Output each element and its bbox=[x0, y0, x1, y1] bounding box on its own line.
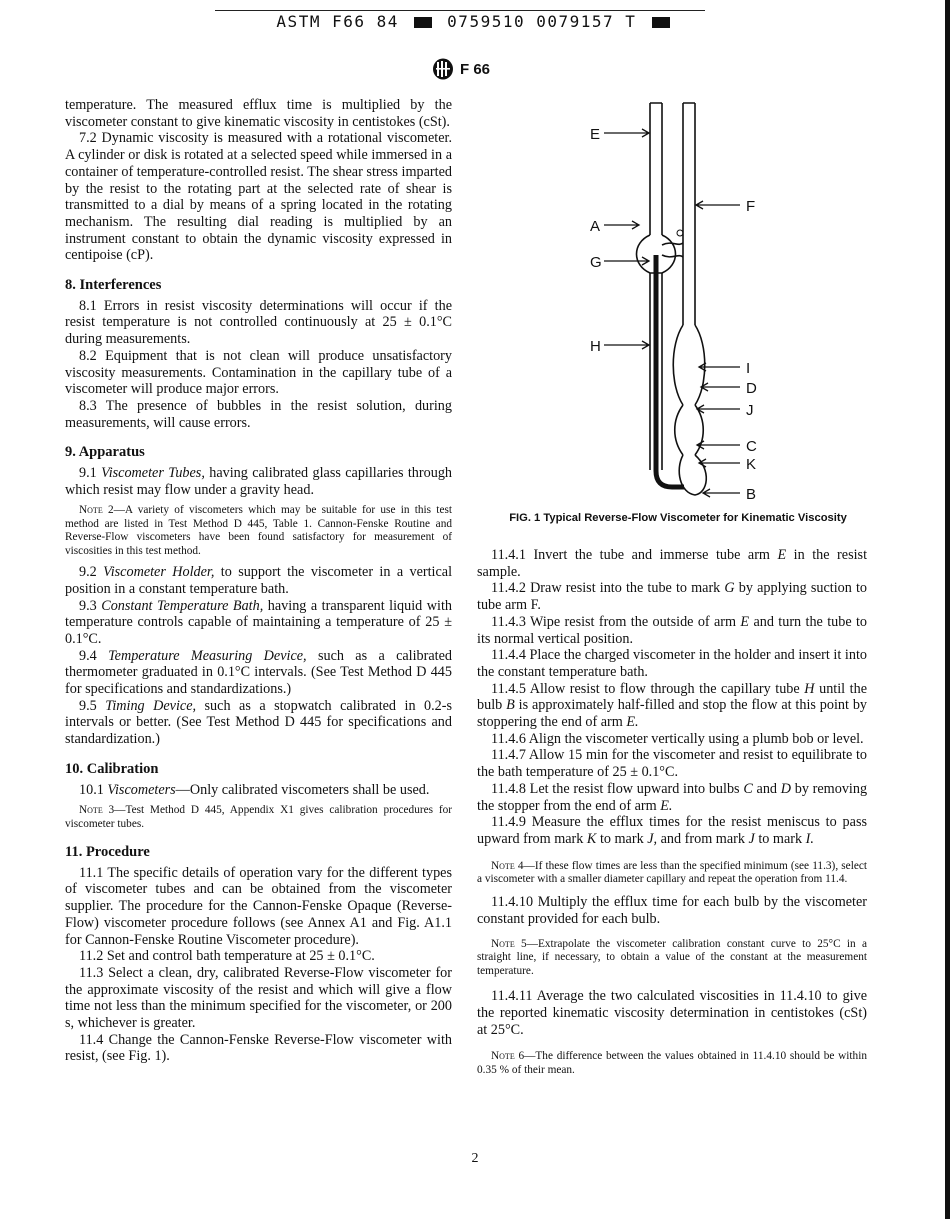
step-11-4-7: 11.4.7 Allow 15 min for the viscometer and resist to equilibrate to the bath temperature of 25 ± 0.1°C. bbox=[477, 747, 867, 781]
left-column bbox=[65, 97, 452, 1065]
figure-label-j: J bbox=[746, 402, 754, 419]
document-id: F 66 bbox=[460, 60, 491, 78]
page-number: 2 bbox=[471, 1151, 479, 1166]
note-5: Note 5—Extrapolate the viscometer calibration constant curve to 25°C in a straight line, if necessary, to obtain a value of the constant at the measurement temperature. bbox=[477, 937, 867, 977]
figure-label-c: C bbox=[746, 438, 757, 455]
step-11-4-3: 11.4.3 Wipe resist from the outside of arm E and turn the tube to its normal vertical position. bbox=[477, 613, 868, 647]
right-column bbox=[477, 547, 867, 1083]
paragraph-9-3: 9.3 Constant Temperature Bath, having a transparent liquid with temperature controls capable of maintaining a temperature of 25 ± 0.1°C. bbox=[65, 597, 452, 647]
step-11-4-6: 11.4.6 Align the viscometer vertically using a plumb bob or level. bbox=[491, 730, 864, 747]
step-11-4-9: 11.4.9 Measure the efflux times for the resist meniscus to pass upward from mark K to mark J, and from mark J to mark I. bbox=[477, 814, 867, 847]
step-11-4-11: 11.4.11 Average the two calculated viscosities in 11.4.10 to give the reported kinematic viscosity determination in centistokes (cSt) at 25°C. bbox=[477, 988, 867, 1038]
note-3: Note 3—Test Method D 445, Appendix X1 gives calibration procedures for viscometer tubes. bbox=[65, 804, 453, 830]
paragraph-11-4: 11.4 Change the Cannon-Fenske Reverse-Flow viscometer with resist, (see Fig. 1). bbox=[65, 1031, 452, 1065]
figure-label-g: G bbox=[590, 254, 602, 271]
section-heading: 10. Calibration bbox=[65, 760, 159, 777]
paragraph-9-1: 9.1 Viscometer Tubes, having calibrated glass capillaries through which resist may flow under a gravity head. bbox=[65, 465, 453, 498]
bulb-c bbox=[675, 405, 704, 455]
section-heading: 11. Procedure bbox=[65, 844, 150, 861]
step-11-4-2: 11.4.2 Draw resist into the tube to mark G by applying suction to tube arm F. bbox=[477, 580, 868, 614]
paragraph-9-5: 9.5 Timing Device, such as a stopwatch calibrated in 0.2-s intervals or better. (See Test Method D 445 for specifications and standardization.) bbox=[65, 697, 452, 748]
block-mark bbox=[414, 17, 432, 28]
astm-logo bbox=[432, 58, 490, 80]
header-code-mid: 0759510 0079157 T bbox=[447, 12, 637, 31]
note-2: Note 2—A variety of viscometers which may be suitable for use in this test method are listed in Test Method D 445, Table 1. Cannon-Fenske Routine and Reverse-Flow viscometers have been found satisfactory for measurement of viscosities in this test method. bbox=[65, 504, 452, 557]
connector bbox=[662, 243, 683, 257]
step-11-4-10: 11.4.10 Multiply the efflux time for each bulb by the viscometer constant provided for each bulb. bbox=[477, 894, 867, 928]
paragraph-9-4: 9.4 Temperature Measuring Device, such as a calibrated thermometer graduated in 0.1°C intervals. (See Test Method D 445 for specifications and standardizations.) bbox=[65, 647, 453, 698]
step-11-4-4: 11.4.4 Place the charged viscometer in the holder and insert it into the constant temperature bath. bbox=[477, 647, 867, 680]
section-heading: 8. Interferences bbox=[65, 277, 162, 294]
mark-circle bbox=[677, 230, 683, 236]
figure-label-b: B bbox=[746, 486, 757, 503]
scan-edge bbox=[945, 0, 950, 1219]
figure-label-d: D bbox=[746, 380, 757, 397]
paragraph: temperature. The measured efflux time is multiplied by the viscometer constant to give kinematic viscosity in centistokes (cSt). bbox=[65, 97, 452, 130]
paragraph-9-2: 9.2 Viscometer Holder, to support the viscometer in a vertical position in a constant temperature bath. bbox=[65, 564, 453, 597]
header-code bbox=[0, 12, 950, 31]
header-code-prefix: ASTM F66 84 bbox=[276, 12, 399, 31]
arm-e-tube bbox=[650, 103, 662, 235]
note-6: Note 6—The difference between the values obtained in 11.4.10 should be within 0.35 % of their mean. bbox=[477, 1050, 867, 1076]
figure-label-i: I bbox=[746, 360, 751, 377]
figure-labels bbox=[590, 126, 757, 503]
paragraph-11-3: 11.3 Select a clean, dry, calibrated Reverse-Flow viscometer for the approximate viscosity of the resist and which will give a flow time not less than the minimum specified for the viscometer, or 200 s, whichever is greater. bbox=[65, 964, 452, 1032]
paragraph-7-2: 7.2 Dynamic viscosity is measured with a rotational viscometer. A cylinder or disk is rotated at a selected speed while immersed in a container of temperature-controlled resist. The shear stress imparted by the resist to the rotating part at the selected rate of shear is transmitted to a dial by means of a spring located in the rotating mechanism. The resulting dial reading is multiplied by an instrument constant to obtain the dynamic viscosity expressed in centipoise (cP). bbox=[65, 130, 452, 264]
figure-label-f: F bbox=[746, 198, 756, 215]
paragraph-8-3: 8.3 The presence of bubbles in the resist solution, during measurements, will cause errors. bbox=[65, 397, 452, 431]
top-rule bbox=[215, 10, 705, 11]
bulb-d bbox=[673, 325, 705, 405]
capillary-h bbox=[656, 255, 684, 487]
paragraph-8-1: 8.1 Errors in resist viscosity determinations will occur if the resist temperature is not controlled continuously at 25 ± 0.1°C during measurements. bbox=[65, 297, 452, 348]
block-mark bbox=[652, 17, 670, 28]
pointer-arrows bbox=[604, 129, 740, 497]
paragraph-10-1: 10.1 Viscometers—Only calibrated viscometers shall be used. bbox=[79, 781, 430, 798]
paragraph-11-2: 11.2 Set and control bath temperature at 25 ± 0.1°C. bbox=[79, 948, 375, 965]
figure-label-a: A bbox=[590, 218, 601, 235]
figure-label-h: H bbox=[590, 338, 601, 355]
figure-label-e: E bbox=[590, 126, 601, 143]
section-heading: 9. Apparatus bbox=[65, 444, 145, 461]
arm-f-tube bbox=[683, 103, 695, 325]
step-11-4-1: 11.4.1 Invert the tube and immerse tube arm E in the resist sample. bbox=[477, 547, 868, 580]
figure-label-k: K bbox=[746, 456, 757, 473]
note-4: Note 4—If these flow times are less than the specified minimum (see 11.3), select a viscometer with a smaller diameter capillary and repeat the operation from 11.4. bbox=[477, 859, 868, 886]
step-11-4-8: 11.4.8 Let the resist flow upward into bulbs C and D by removing the stopper from the end of arm E. bbox=[477, 780, 868, 814]
viscometer-figure bbox=[580, 95, 780, 505]
paragraph-11-1: 11.1 The specific details of operation vary for the different types of viscometer tubes and can be obtained from the viscometer supplier. The procedure for the Cannon-Fenske Opaque (Reverse-Flow) viscometer procedure follows (see Annex A1 and Fig. A1.1 for Cannon-Fenske Routine Viscometer procedure). bbox=[65, 864, 452, 948]
astm-emblem-icon bbox=[432, 58, 454, 80]
paragraph-8-2: 8.2 Equipment that is not clean will produce unsatisfactory viscosity measurements. Contamination in the capillary tube of a viscometer will produce major errors. bbox=[65, 347, 452, 398]
step-11-4-5: 11.4.5 Allow resist to flow through the capillary tube H until the bulb B is approximately half-filled and stop the flow at this point by stoppering the end of arm E. bbox=[477, 680, 868, 731]
figure-caption: FIG. 1 Typical Reverse-Flow Viscometer for Kinematic Viscosity bbox=[509, 512, 847, 524]
